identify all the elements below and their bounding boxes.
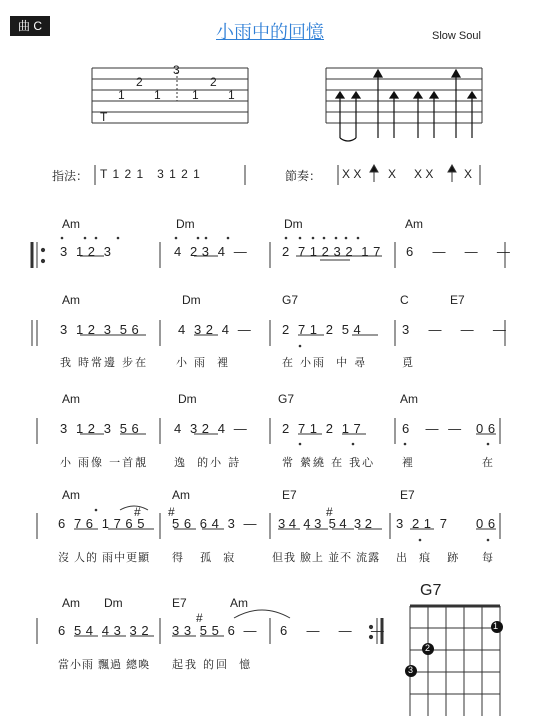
chord-symbol: E7 [282, 488, 297, 502]
tab-number: 3 [173, 63, 180, 77]
measure-notes: 0 6 [476, 421, 496, 436]
lyric-line: 覓 [402, 357, 415, 369]
measure-notes: 2 7 1 2 1 7 [282, 421, 362, 436]
rhythm-arrow-pair-brace [340, 138, 356, 141]
finger-number: 1 [493, 621, 499, 631]
measure-notes: 3 4 4 3 5 4 3 2 [278, 516, 372, 531]
chord-symbol: E7 [172, 596, 187, 610]
rhythm-pattern: X X [414, 167, 434, 181]
chord-symbol: Am [62, 217, 80, 231]
chord-symbol: C [400, 293, 409, 307]
chord-symbol: E7 [450, 293, 465, 307]
measure-notes: 4 2 3 4 — [174, 244, 248, 259]
rhythm-arrows [336, 70, 476, 138]
chord-symbol: Dm [176, 217, 195, 231]
fingering-pattern: T 1 2 1 3 1 2 1 [100, 167, 201, 181]
lyric-line: 我 時常邊 步在 [60, 357, 149, 369]
measure-notes: 5 6 6 4 3 — [172, 516, 258, 531]
chord-symbol: Dm [178, 392, 197, 406]
measure-notes: 3 3 5 5 6 — [172, 623, 258, 638]
lyric-line: 在 小雨 中 尋 [282, 357, 368, 369]
g7-chord-grid [410, 606, 500, 716]
lyric-line: 沒 人的 雨中更顯 [58, 552, 151, 564]
tab-number: 1 [154, 88, 161, 102]
measure-notes: 3 2 1 7 [396, 516, 448, 531]
measure-notes: 2 7 1 2 5 4 [282, 322, 362, 337]
tab-number: 2 [136, 75, 143, 89]
style-label: Slow Soul [432, 30, 481, 42]
chord-symbol: E7 [400, 488, 415, 502]
measure-notes: 3 — — — [402, 322, 510, 337]
chord-symbol: G7 [282, 293, 299, 307]
chord-symbol: Am [62, 488, 80, 502]
tab-number: 2 [210, 75, 217, 89]
measure-notes: 3 1 2 3 5 6 [60, 421, 140, 436]
lyric-line: 逸 的小 詩 [174, 457, 242, 469]
lyric-line: 常 縈繞 在 我心 [282, 457, 376, 469]
chord-symbol: Dm [104, 596, 123, 610]
measure-notes: 4 3 2 4 — [174, 421, 248, 436]
chord-symbol: Dm [182, 293, 201, 307]
chord-diagram-title: G7 [420, 582, 442, 599]
chord-symbol: Am [172, 488, 190, 502]
measure-notes: 6 — — — [406, 244, 514, 259]
key-badge: 曲 C [10, 16, 50, 36]
chord-symbol: Am [62, 392, 80, 406]
chord-symbol: Am [230, 596, 248, 610]
lyric-line: 但我 臉上 並不 流露 [272, 552, 381, 564]
lyric-line: 在 [482, 457, 495, 469]
measure-notes: 6 7 6 1 7 6 5 [58, 516, 146, 531]
chord-symbol: G7 [278, 392, 295, 406]
measure-notes: 6 5 4 4 3 3 2 [58, 623, 150, 638]
measure-notes: 6 — — [402, 421, 465, 436]
chord-symbol: Dm [284, 217, 303, 231]
lyric-line: 每 [482, 552, 495, 564]
rhythm-label: 節奏： [285, 169, 322, 183]
octave-dots [61, 237, 490, 542]
lyric-line: 小 雨 裡 [176, 357, 231, 369]
measure-notes: 4 3 2 4 — [178, 322, 252, 337]
lyric-line: 裡 [402, 457, 415, 469]
sharp-sign: # [326, 505, 333, 519]
song-title: 小雨中的回憶 [216, 22, 324, 42]
g7-finger-dots [405, 621, 503, 677]
beam-lines [74, 256, 499, 636]
lyric-line: 得 孤 寂 [172, 552, 237, 564]
lyric-line: 當小雨 飄過 總喚 [58, 659, 151, 671]
rhythm-pattern: X X [342, 167, 362, 181]
chord-symbol: Am [62, 596, 80, 610]
chord-symbol: Am [405, 217, 423, 231]
rhythm-pattern: X [464, 167, 473, 181]
chord-symbol: Am [400, 392, 418, 406]
finger-number: 2 [425, 643, 431, 653]
measure-notes: 3 1 2 3 5 6 [60, 322, 140, 337]
chord-symbol: Am [62, 293, 80, 307]
lyric-line: 出 痕 跡 [396, 552, 461, 564]
tab-number: 1 [228, 88, 235, 102]
measure-notes: 3 1 2 3 [60, 244, 112, 259]
measure-notes: 2 7 1 2 3 2 1 7 [282, 244, 381, 259]
lyric-line: 起我 的回 憶 [172, 659, 253, 671]
lyric-line: 小 雨像 一首靚 [60, 457, 149, 469]
measure-notes: 6 — — — [280, 623, 388, 638]
sharp-sign: # [196, 611, 203, 625]
tab-number: 1 [118, 88, 125, 102]
rhythm-pattern: X [388, 167, 397, 181]
tab-number: 1 [192, 88, 199, 102]
sharp-sign: # [134, 505, 141, 519]
finger-number: 3 [408, 665, 414, 675]
measure-notes: 0 6 [476, 516, 496, 531]
sharp-sign: # [168, 505, 175, 519]
fingering-label: 指法： [52, 169, 89, 183]
fingering-tab-grid [92, 68, 248, 123]
tab-thumb-mark: T [100, 110, 108, 124]
